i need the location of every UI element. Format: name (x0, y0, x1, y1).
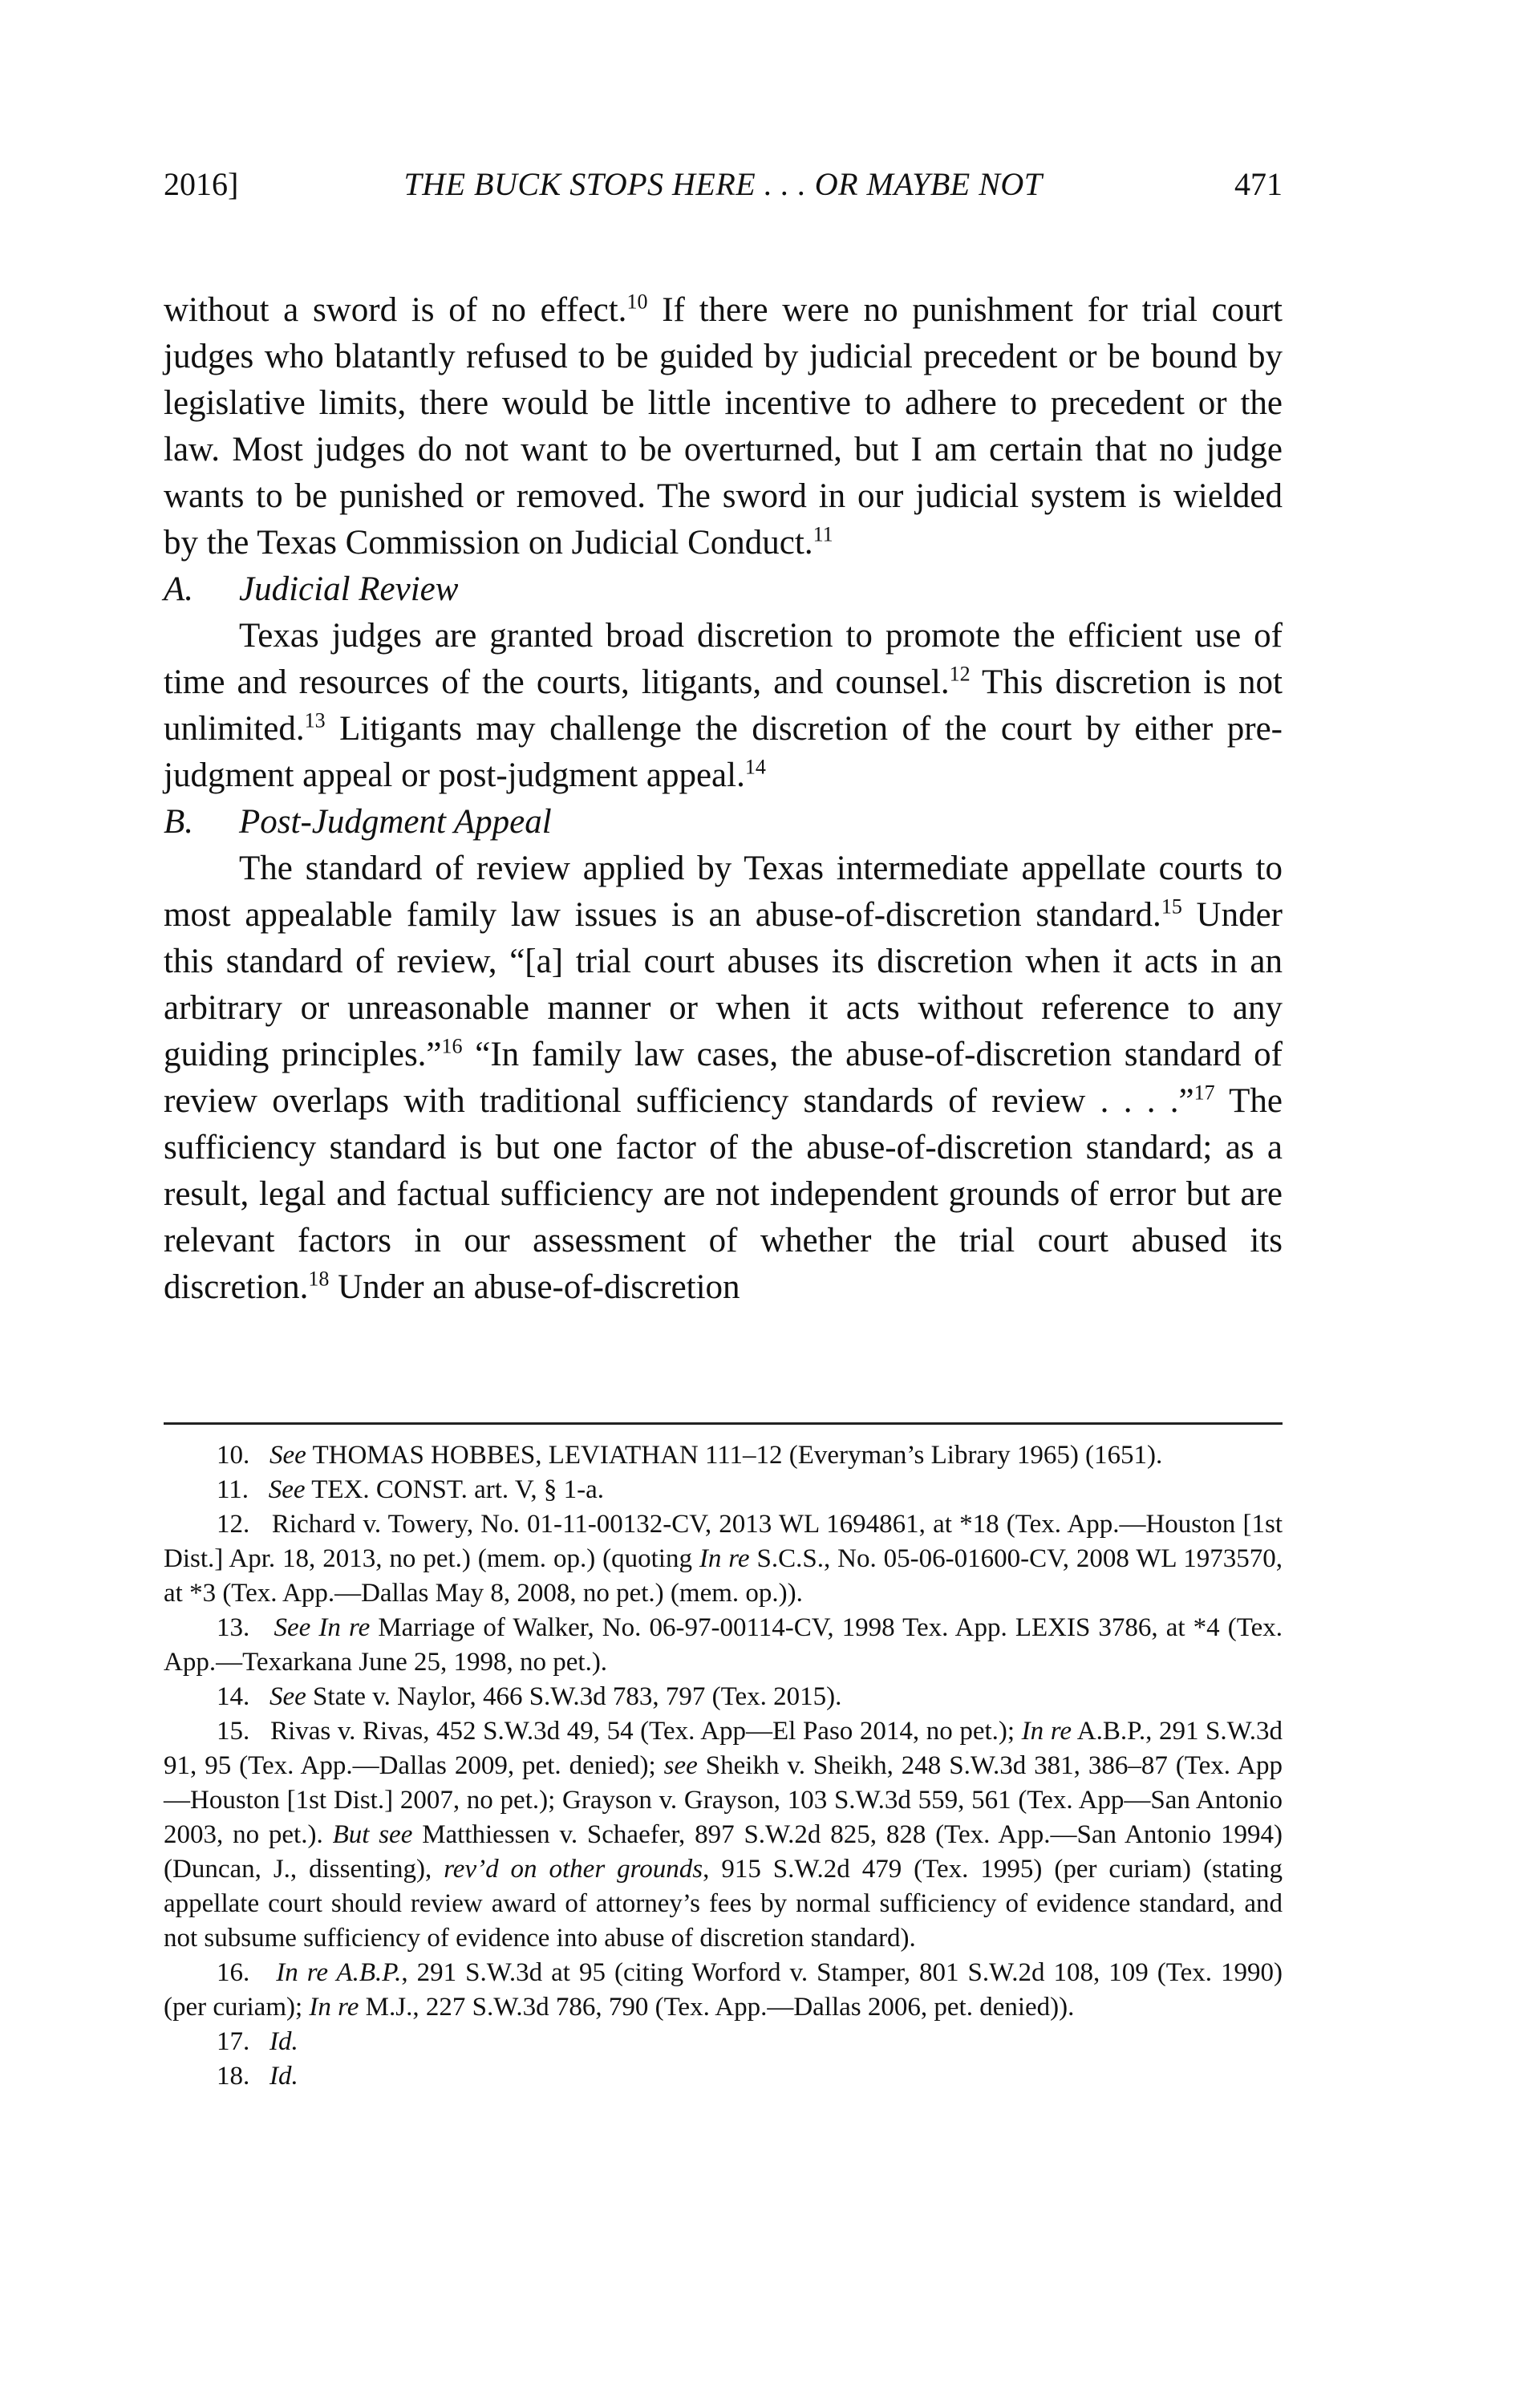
page-number: 471 (1234, 166, 1283, 202)
signal: See (268, 1475, 306, 1504)
footnote-10 (164, 1438, 1283, 1473)
footnotes (164, 1438, 1283, 2094)
footnote-ref: 14 (744, 755, 766, 779)
footnote-divider (164, 1422, 1283, 1425)
section-number: A. (164, 570, 194, 608)
citation: Marriage of Walker, No. 06-97-00114-CV, 1998 Tex. App. LEXIS 3786, at *4 (Tex. App.—Texarkana June 25, 1998, no pet.). (164, 1613, 1283, 1677)
citation: Rivas v. Rivas, 452 S.W.3d 49, 54 (Tex. App—El Paso 2014, no pet.); (270, 1717, 1022, 1746)
footnote-ref: 11 (813, 522, 833, 546)
text-run: The sufficiency standard is but one factor of the abuse-of-discretion standard; as a result, legal and factual sufficiency are not independent grounds of error but are relevant factors in our assessment of whether the trial court abused its discretion. (164, 1082, 1283, 1306)
section-title: Judicial Review (239, 570, 459, 608)
footnote-number: 18. (217, 2062, 250, 2091)
main-text (164, 287, 1283, 1311)
section-heading-b (164, 799, 1283, 846)
signal: In re (1021, 1717, 1072, 1746)
citation: THOMAS HOBBES, LEVIATHAN 111–12 (Everyman’s Library 1965) (1651). (306, 1441, 1163, 1470)
header-year: 2016] (164, 166, 239, 202)
paragraph-2 (164, 613, 1283, 799)
citation: , 291 S.W.3d at 95 (citing Worford v. Stamper, 801 S.W.2d 108, 109 (Tex. 1990) (per curiam); (164, 1958, 1283, 2022)
signal: rev’d on other grounds (444, 1855, 703, 1884)
text-run: This discretion is not unlimited. (164, 663, 1283, 748)
footnote-13 (164, 1611, 1283, 1680)
text-run: If there were no punishment for trial court judges who blatantly refused to be guided by judicial precedent or be bound by legislative limits, there would be little incentive to adhere to precedent or the law. Most judges do not want to be overturned, but I am certain that no judge wants to be punished or removed. The sword in our judicial system is wielded by the Texas Commission on Judicial Conduct. (164, 291, 1283, 562)
footnote-number: 17. (217, 2027, 250, 2056)
citation: S.C.S., No. 05-06-01600-CV, 2008 WL 1973570, at *3 (Tex. App.—Dallas May 8, 2008, no pet.) (mem. op.)). (164, 1544, 1283, 1608)
footnote-14 (164, 1680, 1283, 1714)
footnote-ref: 13 (304, 708, 326, 732)
signal: But see (332, 1820, 413, 1849)
running-title: THE BUCK STOPS HERE . . . OR MAYBE NOT (403, 166, 1043, 202)
citation: Sheikh v. Sheikh, 248 S.W.3d 381, 386–87 (Tex. App—Houston [1st Dist.] 2007, no pet.); Grayson v. Grayson, 103 S.W.3d 559, 561 (Tex. App—San Antonio 2003, no pet.). (164, 1751, 1283, 1849)
citation: , 915 S.W.2d 479 (Tex. 1995) (per curiam) (stating appellate court should review award of attorney’s fees by normal sufficiency of evidence standard, and not subsume sufficiency of evidence into abuse of discretion standard). (164, 1855, 1283, 1953)
footnote-15 (164, 1714, 1283, 1956)
signal: See (270, 1682, 306, 1711)
text-run: Under this standard of review, “[a] trial court abuses its discretion when it acts in an arbitrary or unreasonable manner or when it acts without reference to any guiding principles.” (164, 896, 1283, 1073)
footnote-ref: 17 (1194, 1081, 1215, 1105)
citation: State v. Naylor, 466 S.W.3d 783, 797 (Tex. 2015). (306, 1682, 842, 1711)
text-run: “In family law cases, the abuse-of-discretion standard of review overlaps with traditional sufficiency standards of review . . . .” (164, 1036, 1283, 1120)
footnote-number: 15. (217, 1717, 250, 1746)
signal: Id. (270, 2027, 298, 2056)
footnote-number: 13. (217, 1613, 250, 1642)
footnote-ref: 10 (626, 290, 648, 314)
footnote-ref: 16 (441, 1034, 463, 1058)
signal: In re (309, 1993, 359, 2022)
section-title: Post-Judgment Appeal (239, 803, 552, 841)
footnote-12 (164, 1507, 1283, 1611)
text-run: Under an abuse-of-discretion (329, 1268, 740, 1306)
citation: TEX. CONST. art. V, § 1-a. (305, 1475, 605, 1504)
signal: In re (699, 1544, 750, 1573)
text-run: without a sword is of no effect. (164, 291, 627, 329)
signal: Id. (270, 2062, 298, 2091)
signal: see (663, 1751, 698, 1780)
section-number: B. (164, 803, 194, 841)
text-run: Texas judges are granted broad discretion to promote the efficient use of time and resources of the courts, litigants, and counsel. (164, 617, 1283, 701)
footnote-ref: 15 (1161, 894, 1182, 919)
signal: See In re (274, 1613, 371, 1642)
footnote-number: 10. (217, 1441, 250, 1470)
citation: Richard v. Towery, No. 01-11-00132-CV, 2013 WL 1694861, at *18 (Tex. App.—Houston [1st Dist.] Apr. 18, 2013, no pet.) (mem. op.) (quoting (164, 1510, 1283, 1573)
paragraph-1 (164, 287, 1283, 566)
footnote-16 (164, 1956, 1283, 2025)
footnote-number: 14. (217, 1682, 250, 1711)
footnote-number: 11. (217, 1475, 249, 1504)
footnote-number: 12. (217, 1510, 250, 1539)
footnote-18 (164, 2059, 1283, 2094)
text-run: Litigants may challenge the discretion of the court by either pre-judgment appeal or post-judgment appeal. (164, 710, 1283, 794)
footnote-17 (164, 2025, 1283, 2059)
footnote-number: 16. (217, 1958, 250, 1987)
footnote-ref: 18 (308, 1267, 330, 1291)
footnote-11 (164, 1473, 1283, 1507)
citation: M.J., 227 S.W.3d 786, 790 (Tex. App.—Dallas 2006, pet. denied)). (359, 1993, 1075, 2022)
running-header (164, 160, 1283, 209)
citation: A.B.P., 291 S.W.3d 91, 95 (Tex. App.—Dallas 2009, pet. denied); (164, 1717, 1283, 1780)
signal: See (270, 1441, 306, 1470)
citation: Matthiessen v. Schaefer, 897 S.W.2d 825, 828 (Tex. App.—San Antonio 1994) (Duncan, J., dissenting), (164, 1820, 1283, 1884)
section-heading-a (164, 566, 1283, 613)
paragraph-3 (164, 846, 1283, 1311)
text-run: The standard of review applied by Texas intermediate appellate courts to most appealable family law issues is an abuse-of-discretion standard. (164, 850, 1283, 934)
footnote-ref: 12 (949, 662, 971, 686)
signal: In re A.B.P. (276, 1958, 402, 1987)
